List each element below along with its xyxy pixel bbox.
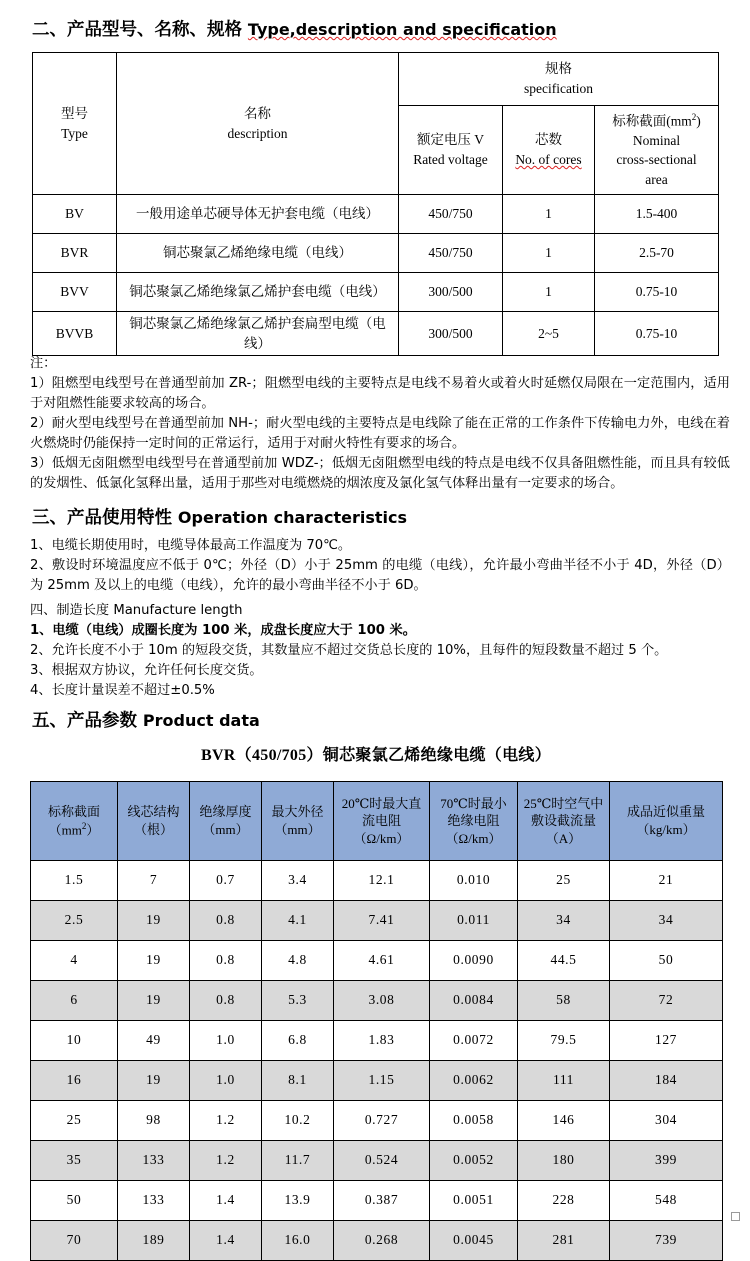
spec-th-cores bbox=[503, 106, 595, 195]
product-data-cell: 35 bbox=[31, 1141, 118, 1181]
product-data-cell: 0.0051 bbox=[430, 1181, 518, 1221]
product-data-cell: 0.8 bbox=[190, 941, 262, 981]
product-data-cell: 0.8 bbox=[190, 901, 262, 941]
product-data-row bbox=[31, 981, 723, 1021]
product-data-cell: 7 bbox=[118, 861, 190, 901]
column-header-line-2: 敷设截流量 bbox=[530, 813, 596, 829]
section-3-title-en: Operation characteristics bbox=[177, 508, 407, 527]
spec-cell-voltage: 450/750 bbox=[399, 234, 503, 273]
column-header-line-1: 70℃时最小 bbox=[440, 795, 507, 811]
column-header-line-1: 最大外径 bbox=[271, 804, 324, 820]
product-data-cell: 3.4 bbox=[262, 861, 334, 901]
section-heading-2 bbox=[32, 20, 557, 42]
column-header-line-1: 标称截面 bbox=[47, 803, 100, 819]
product-data-row bbox=[31, 1021, 723, 1061]
spec-table-row bbox=[33, 312, 719, 356]
product-data-table-head bbox=[31, 782, 723, 861]
product-data-row bbox=[31, 1181, 723, 1221]
product-data-cell: 21 bbox=[610, 861, 723, 901]
operation-characteristics-block bbox=[30, 536, 730, 596]
spec-th-specification-en: specification bbox=[524, 81, 593, 96]
spec-th-description-cn: 名称 bbox=[244, 105, 271, 121]
page-end-marker bbox=[731, 1212, 740, 1221]
spec-cell-type: BVVB bbox=[33, 312, 117, 356]
product-data-cell: 399 bbox=[610, 1141, 723, 1181]
product-data-cell: 0.268 bbox=[334, 1221, 430, 1261]
spec-cell-cores: 1 bbox=[503, 195, 595, 234]
product-data-row bbox=[31, 941, 723, 981]
product-data-cell: 50 bbox=[610, 941, 723, 981]
section-5-title-en: Product data bbox=[142, 711, 260, 730]
section-heading-4 bbox=[30, 601, 730, 621]
product-data-cell: 58 bbox=[518, 981, 610, 1021]
product-data-cell: 548 bbox=[610, 1181, 723, 1221]
product-data-cell: 6 bbox=[31, 981, 118, 1021]
product-data-cell: 4.61 bbox=[334, 941, 430, 981]
spec-cell-cores: 2~5 bbox=[503, 312, 595, 356]
column-header-line-2: 流电阻 bbox=[361, 813, 401, 829]
product-data-cell: 98 bbox=[118, 1101, 190, 1141]
product-data-cell: 1.83 bbox=[334, 1021, 430, 1061]
operation-item-2: 2、敷设时环境温度应不低于 0℃；外径（D）小于 25mm 的电缆（电线），允许最小弯曲半径不小于 4D，外径（D）为 25mm 及以上的电缆（电线），允许的最小弯曲半径不小于 6D。 bbox=[30, 558, 730, 594]
product-data-cell: 19 bbox=[118, 981, 190, 1021]
product-data-cell: 0.0090 bbox=[430, 941, 518, 981]
spec-cell-voltage: 300/500 bbox=[399, 312, 503, 356]
product-data-cell: 19 bbox=[118, 901, 190, 941]
product-data-row bbox=[31, 901, 723, 941]
product-data-cell: 1.5 bbox=[31, 861, 118, 901]
spec-th-cores-cn: 芯数 bbox=[535, 132, 562, 148]
manufacture-item-4: 4、长度计量误差不超过±0.5% bbox=[30, 683, 215, 699]
spec-th-rated-voltage bbox=[399, 106, 503, 195]
spec-th-voltage-en: Rated voltage bbox=[413, 152, 488, 167]
product-data-column-header bbox=[334, 782, 430, 861]
product-data-cell: 0.0072 bbox=[430, 1021, 518, 1061]
column-header-line-2: （根） bbox=[133, 822, 173, 837]
product-data-cell: 8.1 bbox=[262, 1061, 334, 1101]
spec-cell-description: 铜芯聚氯乙烯绝缘氯乙烯护套扁型电缆（电线） bbox=[117, 312, 399, 356]
spec-cell-description: 铜芯聚氯乙烯绝缘电缆（电线） bbox=[117, 234, 399, 273]
product-data-cell: 6.8 bbox=[262, 1021, 334, 1061]
spec-cell-cores: 1 bbox=[503, 234, 595, 273]
spec-cell-voltage: 450/750 bbox=[399, 195, 503, 234]
column-header-line-3: （A） bbox=[545, 830, 582, 846]
product-data-cell: 50 bbox=[31, 1181, 118, 1221]
product-data-cell: 7.41 bbox=[334, 901, 430, 941]
section-4-title-cn: 四、制造长度 bbox=[30, 603, 110, 618]
product-data-row bbox=[31, 1141, 723, 1181]
column-header-line-2: （mm） bbox=[274, 822, 321, 837]
spec-cell-area: 0.75-10 bbox=[595, 312, 719, 356]
product-data-table-title: BVR（450/705）铜芯聚氯乙烯绝缘电缆（电线） bbox=[200, 747, 552, 764]
product-data-cell: 184 bbox=[610, 1061, 723, 1101]
product-data-column-header bbox=[262, 782, 334, 861]
product-data-cell: 12.1 bbox=[334, 861, 430, 901]
spec-cell-description: 铜芯聚氯乙烯绝缘氯乙烯护套电缆（电线） bbox=[117, 273, 399, 312]
spec-cell-area: 0.75-10 bbox=[595, 273, 719, 312]
product-data-cell: 133 bbox=[118, 1141, 190, 1181]
spec-th-description bbox=[117, 53, 399, 195]
product-data-cell: 189 bbox=[118, 1221, 190, 1261]
product-data-cell: 0.010 bbox=[430, 861, 518, 901]
spec-cell-type: BVR bbox=[33, 234, 117, 273]
product-data-cell: 34 bbox=[610, 901, 723, 941]
product-data-row bbox=[31, 861, 723, 901]
spec-th-type-cn: 型号 bbox=[61, 105, 88, 121]
spec-table-head-row-1 bbox=[33, 53, 719, 106]
product-data-cell: 72 bbox=[610, 981, 723, 1021]
section-2-title-en: Type,description and specification bbox=[247, 20, 557, 39]
column-header-line-1: 线芯结构 bbox=[127, 804, 180, 820]
spec-th-description-en: description bbox=[227, 125, 288, 141]
product-data-cell: 0.0058 bbox=[430, 1101, 518, 1141]
spec-table-head bbox=[33, 53, 719, 195]
notes-block bbox=[30, 354, 730, 494]
product-data-cell: 0.0062 bbox=[430, 1061, 518, 1101]
product-data-cell: 4 bbox=[31, 941, 118, 981]
section-heading-3 bbox=[32, 508, 407, 530]
spec-cell-type: BV bbox=[33, 195, 117, 234]
product-data-cell: 1.2 bbox=[190, 1141, 262, 1181]
product-data-cell: 5.3 bbox=[262, 981, 334, 1021]
column-header-line-2: （mm） bbox=[202, 822, 249, 837]
product-data-column-header bbox=[190, 782, 262, 861]
spec-cell-description: 一般用途单芯硬导体无护套电缆（电线） bbox=[117, 195, 399, 234]
product-data-cell: 228 bbox=[518, 1181, 610, 1221]
spec-th-area-sup: 2 bbox=[691, 111, 697, 122]
product-data-cell: 146 bbox=[518, 1101, 610, 1141]
spec-th-specification bbox=[399, 53, 719, 106]
product-data-cell: 180 bbox=[518, 1141, 610, 1181]
product-data-cell: 25 bbox=[31, 1101, 118, 1141]
product-data-cell: 0.727 bbox=[334, 1101, 430, 1141]
operation-item-1: 1、电缆长期使用时，电缆导体最高工作温度为 70℃。 bbox=[30, 538, 352, 553]
note-item-1: 1）阻燃型电线型号在普通型前加 ZR-；阻燃型电线的主要特点是电线不易着火或着火时延燃仅局限在一定范围内，适用于对阻燃性能要求较高的场合。 bbox=[30, 376, 730, 412]
product-data-table bbox=[30, 781, 723, 1261]
section-2-title-cn: 二、产品型号、名称、规格 bbox=[32, 20, 242, 40]
product-data-cell: 2.5 bbox=[31, 901, 118, 941]
product-data-cell: 127 bbox=[610, 1021, 723, 1061]
spec-th-area-en-2: cross-sectional bbox=[616, 152, 697, 168]
manufacture-item-2: 2、允许长度不小于 10m 的短段交货，其数量应不超过交货总长度的 10%，且每件的短段数量不超过 5 个。 bbox=[30, 643, 668, 659]
product-data-cell: 1.0 bbox=[190, 1021, 262, 1061]
spec-table-row bbox=[33, 234, 719, 273]
product-data-cell: 11.7 bbox=[262, 1141, 334, 1181]
manufacture-length-block bbox=[30, 621, 730, 701]
product-data-cell: 133 bbox=[118, 1181, 190, 1221]
section-4-title-en: Manufacture length bbox=[113, 603, 243, 618]
spec-cell-cores: 1 bbox=[503, 273, 595, 312]
product-data-cell: 0.524 bbox=[334, 1141, 430, 1181]
product-data-cell: 4.8 bbox=[262, 941, 334, 981]
product-data-cell: 19 bbox=[118, 1061, 190, 1101]
note-item-2: 2）耐火型电线型号在普通型前加 NH-；耐火型电线的主要特点是电线除了能在正常的工作条件下传输电力外，电线在着火燃烧时仍能保持一定时间的正常运行，适用于对耐火特性有要求的场合。 bbox=[30, 416, 730, 452]
product-data-cell: 0.0045 bbox=[430, 1221, 518, 1261]
product-data-cell: 1.15 bbox=[334, 1061, 430, 1101]
product-data-column-header bbox=[610, 782, 723, 861]
spec-cell-area: 1.5-400 bbox=[595, 195, 719, 234]
product-data-cell: 3.08 bbox=[334, 981, 430, 1021]
section-3-title-cn: 三、产品使用特性 bbox=[32, 508, 172, 528]
column-header-line-3: （Ω/km） bbox=[445, 830, 502, 846]
product-data-cell: 4.1 bbox=[262, 901, 334, 941]
product-data-cell: 1.2 bbox=[190, 1101, 262, 1141]
spec-table bbox=[32, 52, 719, 356]
column-header-line-1: 成品近似重量 bbox=[626, 804, 705, 820]
product-data-row bbox=[31, 1221, 723, 1261]
spec-cell-type: BVV bbox=[33, 273, 117, 312]
spec-table-row bbox=[33, 273, 719, 312]
product-data-row bbox=[31, 1101, 723, 1141]
product-data-cell: 19 bbox=[118, 941, 190, 981]
spec-th-type-en: Type bbox=[61, 125, 88, 141]
product-data-table-body bbox=[31, 861, 723, 1261]
product-data-cell: 1.4 bbox=[190, 1181, 262, 1221]
product-data-table-container bbox=[30, 781, 723, 1261]
product-data-cell: 34 bbox=[518, 901, 610, 941]
spec-th-nominal-area bbox=[595, 106, 719, 195]
spec-table-body bbox=[33, 195, 719, 356]
product-data-cell: 16.0 bbox=[262, 1221, 334, 1261]
column-header-line-1: 20℃时最大直 bbox=[341, 795, 422, 811]
spec-th-voltage-cn: 额定电压 V bbox=[416, 132, 485, 148]
spec-th-area-en-3: area bbox=[645, 171, 668, 187]
product-data-cell: 281 bbox=[518, 1221, 610, 1261]
product-data-cell: 13.9 bbox=[262, 1181, 334, 1221]
spec-table-container bbox=[32, 52, 719, 356]
spec-cell-area: 2.5-70 bbox=[595, 234, 719, 273]
product-data-cell: 10 bbox=[31, 1021, 118, 1061]
product-data-column-header bbox=[518, 782, 610, 861]
product-data-row bbox=[31, 1061, 723, 1101]
product-data-cell: 1.0 bbox=[190, 1061, 262, 1101]
spec-th-cores-en: No. of cores bbox=[515, 152, 582, 167]
column-header-line-3: （Ω/km） bbox=[353, 830, 410, 846]
product-data-cell: 0.387 bbox=[334, 1181, 430, 1221]
product-data-column-header bbox=[430, 782, 518, 861]
notes-label: 注： bbox=[30, 356, 57, 371]
column-header-line-2: 绝缘电阻 bbox=[447, 813, 500, 829]
product-data-column-header bbox=[118, 782, 190, 861]
section-heading-5 bbox=[32, 711, 260, 733]
product-data-cell: 25 bbox=[518, 861, 610, 901]
product-data-cell: 0.0052 bbox=[430, 1141, 518, 1181]
product-data-cell: 111 bbox=[518, 1061, 610, 1101]
product-data-cell: 10.2 bbox=[262, 1101, 334, 1141]
spec-th-area-en-1: Nominal bbox=[632, 132, 681, 148]
column-header-superscript: 2 bbox=[81, 821, 87, 832]
spec-th-type bbox=[33, 53, 117, 195]
spec-cell-voltage: 300/500 bbox=[399, 273, 503, 312]
product-data-cell: 304 bbox=[610, 1101, 723, 1141]
product-data-cell: 0.011 bbox=[430, 901, 518, 941]
product-data-cell: 44.5 bbox=[518, 941, 610, 981]
product-data-header-row bbox=[31, 782, 723, 861]
spec-th-area-cn-text: 标称截面(mm bbox=[612, 113, 692, 129]
manufacture-item-1: 1、电缆（电线）成圈长度为 100 米，成盘长度应大于 100 米。 bbox=[30, 623, 416, 638]
manufacture-item-3: 3、根据双方协议，允许任何长度交货。 bbox=[30, 663, 263, 679]
product-data-cell: 0.7 bbox=[190, 861, 262, 901]
spec-table-row bbox=[33, 195, 719, 234]
column-header-line-1: 绝缘厚度 bbox=[199, 804, 252, 820]
product-data-cell: 16 bbox=[31, 1061, 118, 1101]
product-data-cell: 739 bbox=[610, 1221, 723, 1261]
column-header-line-2: $(mm^2)$ bbox=[48, 821, 100, 838]
section-4-line bbox=[30, 601, 730, 621]
spec-th-area-cn bbox=[598, 111, 715, 131]
product-data-cell: 49 bbox=[118, 1021, 190, 1061]
product-data-cell: 70 bbox=[31, 1221, 118, 1261]
product-data-cell: 0.0084 bbox=[430, 981, 518, 1021]
product-data-column-header bbox=[31, 782, 118, 861]
spec-th-area-cn-tail: ) bbox=[696, 113, 701, 129]
product-data-cell: 79.5 bbox=[518, 1021, 610, 1061]
spec-th-specification-cn: 规格 bbox=[545, 61, 572, 77]
section-5-title-cn: 五、产品参数 bbox=[32, 711, 137, 731]
column-header-line-2: （kg/km） bbox=[636, 822, 696, 837]
column-header-line-1: 25℃时空气中 bbox=[523, 795, 604, 811]
note-item-3: 3）低烟无卤阻燃型电线型号在普通型前加 WDZ-；低烟无卤阻燃型电线的特点是电线不仅具备阻燃性能，而且具有较低的发烟性、低氯化氢释出量，适用于那些对电缆燃烧的烟浓度及氯化氢气体释出量有一定要求的场合。 bbox=[30, 456, 730, 492]
product-data-cell: 1.4 bbox=[190, 1221, 262, 1261]
product-data-cell: 0.8 bbox=[190, 981, 262, 1021]
